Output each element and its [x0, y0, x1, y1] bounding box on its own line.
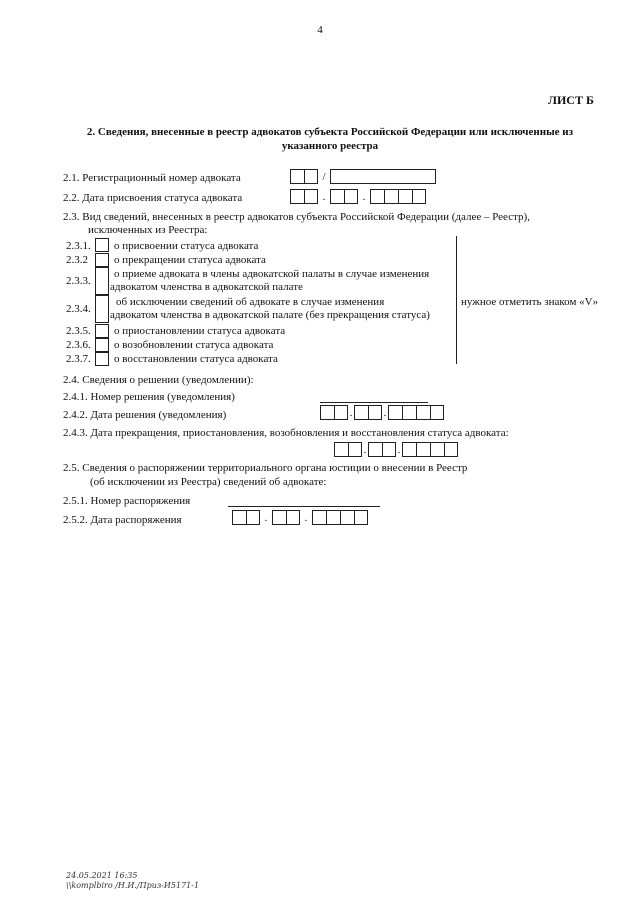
field-2-5-label-line2: (об исключении из Реестра) сведений об адвокате:: [90, 476, 327, 488]
field-2-3-label-line1: 2.3. Вид сведений, внесенных в реестр адвокатов субъекта Российской Федерации (далее – Реестр),: [63, 211, 530, 223]
item-2-3-3-num: 2.3.3.: [66, 275, 91, 287]
field-2-4-label: 2.4. Сведения о решении (уведомлении):: [63, 374, 254, 386]
item-2-3-5-num: 2.3.5.: [66, 325, 91, 337]
decision-date-field[interactable]: . .: [320, 404, 444, 420]
item-2-3-3-text2: адвокатом членства в адвокатской палате: [110, 281, 303, 293]
slash-separator: /: [322, 171, 326, 183]
item-2-3-1-num: 2.3.1.: [66, 240, 91, 252]
registration-number-field[interactable]: [290, 168, 436, 184]
field-2-5-label-line1: 2.5. Сведения о распоряжении территориального органа юстиции о внесении в Реестр: [63, 462, 468, 474]
field-2-5-2-label: 2.5.2. Дата распоряжения: [63, 514, 182, 526]
date-dot: .: [362, 191, 366, 203]
status-date-field[interactable]: [290, 188, 426, 204]
status-change-date-field[interactable]: . .: [334, 441, 458, 457]
item-2-3-2-text: о прекращении статуса адвоката: [114, 254, 266, 266]
item-2-3-4-text2: адвокатом членства в адвокатской палате (без прекращения статуса): [110, 309, 430, 321]
item-2-3-7-checkbox[interactable]: [95, 352, 109, 366]
field-2-4-1-label: 2.4.1. Номер решения (уведомления): [63, 391, 235, 403]
item-2-3-6-text: о возобновлении статуса адвоката: [114, 339, 274, 351]
item-2-3-6-checkbox[interactable]: [95, 338, 109, 352]
item-2-3-1-checkbox[interactable]: [95, 238, 109, 252]
date-dot: .: [322, 191, 326, 203]
registration-number-box[interactable]: [330, 169, 436, 184]
item-2-3-3-checkbox[interactable]: [95, 267, 109, 295]
item-2-3-3-text1: о приеме адвоката в члены адвокатской палаты в случае изменения: [114, 268, 430, 280]
item-2-3-5-checkbox[interactable]: [95, 324, 109, 338]
sheet-label: ЛИСТ Б: [548, 93, 594, 107]
order-number-line[interactable]: [228, 506, 380, 507]
item-2-3-2-num: 2.3.2: [66, 254, 88, 266]
mark-note: нужное отметить знаком «V»: [461, 296, 599, 308]
field-2-1-label: 2.1. Регистрационный номер адвоката: [63, 172, 241, 184]
section-title-line2: указанного реестра: [281, 140, 379, 152]
item-2-3-4-text1: об исключении сведений об адвокате в случае изменения: [116, 296, 385, 308]
item-2-3-1-text: о присвоении статуса адвоката: [114, 240, 259, 252]
field-2-2-label: 2.2. Дата присвоения статуса адвоката: [63, 192, 243, 204]
page-number: 4: [317, 24, 323, 36]
item-2-3-7-num: 2.3.7.: [66, 353, 91, 365]
footer-file-path: \\komplbiro /Н.И./Приз-И5171-1: [66, 881, 200, 890]
item-2-3-4-checkbox[interactable]: [95, 295, 109, 323]
item-2-3-7-text: о восстановлении статуса адвоката: [114, 353, 278, 365]
decision-number-line[interactable]: [320, 402, 428, 403]
footer-timestamp: 24.05.2021 16:35: [66, 871, 138, 880]
bracket-line: [456, 236, 457, 364]
field-2-3-label-line2: исключенных из Реестра:: [88, 224, 208, 236]
item-2-3-4-num: 2.3.4.: [66, 303, 91, 315]
field-2-4-3-label: 2.4.3. Дата прекращения, приостановления, возобновления и восстановления статуса адвоката:: [63, 427, 509, 439]
field-2-4-2-label: 2.4.2. Дата решения (уведомления): [63, 409, 227, 421]
order-date-field[interactable]: . .: [232, 509, 368, 525]
item-2-3-2-checkbox[interactable]: [95, 253, 109, 267]
section-title-line1: 2. Сведения, внесенные в реестр адвокатов субъекта Российской Федерации или исключенные из: [86, 126, 574, 138]
item-2-3-6-num: 2.3.6.: [66, 339, 91, 351]
field-2-5-1-label: 2.5.1. Номер распоряжения: [63, 495, 191, 507]
item-2-3-5-text: о приостановлении статуса адвоката: [114, 325, 286, 337]
